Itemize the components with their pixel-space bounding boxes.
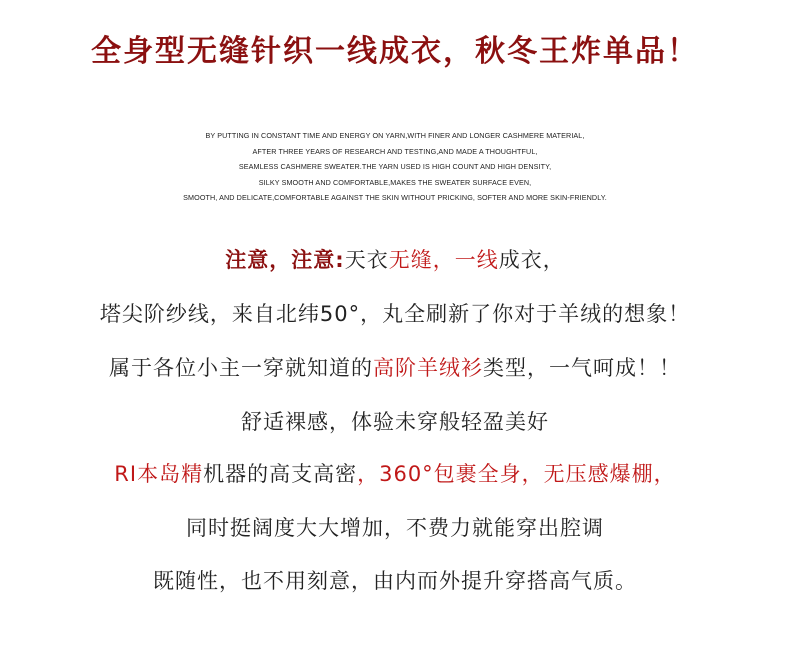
body-line-3 bbox=[0, 352, 790, 382]
highlight-segment: ，360°包裹全身，无压感爆棚， bbox=[357, 462, 676, 486]
body-line-6: 同时挺阔度大大增加，不费力就能穿出腔调 bbox=[186, 516, 604, 540]
english-line: SILKY SMOOTH AND COMFORTABLE,MAKES THE SWEATER SURFACE EVEN, bbox=[258, 177, 532, 187]
body-line-4: 舒适裸感，体验未穿般轻盈美好 bbox=[241, 410, 549, 434]
attention-label: 注意，注意: bbox=[225, 248, 345, 272]
body-line-1 bbox=[0, 244, 790, 274]
text-segment: 类型，一气呵成！！ bbox=[483, 356, 681, 380]
body-line-7: 既随性，也不用刻意，由内而外提升穿搭高气质。 bbox=[153, 569, 637, 593]
headline: 全身型无缝针织一线成衣，秋冬王炸单品！ bbox=[91, 34, 699, 69]
english-line: SEAMLESS CASHMERE SWEATER.THE YARN USED IS HIGH COUNT AND HIGH DENSITY, bbox=[238, 162, 552, 171]
text-segment: 成衣， bbox=[498, 248, 565, 272]
english-line: BY PUTTING IN CONSTANT TIME AND ENERGY ON YARN,WITH FINER AND LONGER CASHMERE MATERIAL, bbox=[205, 131, 585, 140]
text-segment: 属于各位小主一穿就知道的 bbox=[109, 356, 373, 380]
english-line: SMOOTH, AND DELICATE,COMFORTABLE AGAINST THE SKIN WITHOUT PRICKING, SOFTER AND MORE SKIN-FRIENDLY. bbox=[183, 193, 607, 202]
text-segment: 天衣 bbox=[344, 248, 389, 272]
english-line: AFTER THREE YEARS OF RESEARCH AND TESTING,AND MADE A THOUGHTFUL, bbox=[252, 146, 538, 156]
english-paragraph bbox=[0, 128, 790, 206]
highlight-segment: 无缝，一线 bbox=[388, 248, 499, 272]
text-segment: 机器的高支高密 bbox=[203, 462, 358, 486]
body-line-5 bbox=[0, 458, 790, 488]
highlight-segment: RI本岛精 bbox=[114, 462, 204, 486]
highlight-segment: 高阶羊绒衫 bbox=[373, 356, 483, 380]
body-line-2: 塔尖阶纱线，来自北纬50°，丸全刷新了你对于羊绒的想象！ bbox=[99, 302, 691, 326]
